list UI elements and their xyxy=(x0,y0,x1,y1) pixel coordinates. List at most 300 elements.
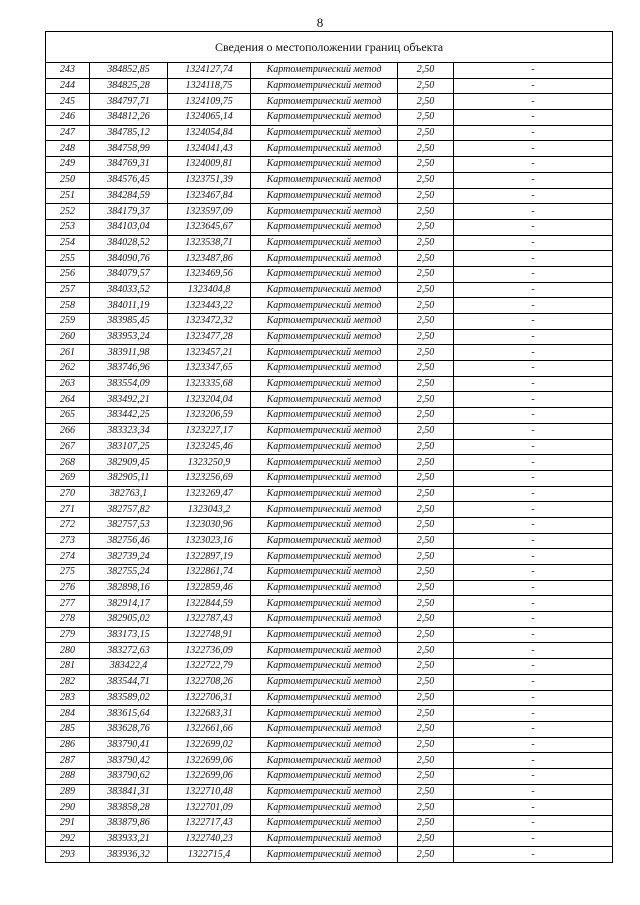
point-number-cell: 287 xyxy=(46,753,90,769)
accuracy-cell: 2,50 xyxy=(398,439,454,455)
accuracy-cell: 2,50 xyxy=(398,533,454,549)
description-cell: - xyxy=(454,533,613,549)
point-number-cell: 279 xyxy=(46,627,90,643)
description-cell: - xyxy=(454,502,613,518)
x-coordinate-cell: 382914,17 xyxy=(90,596,168,612)
accuracy-cell: 2,50 xyxy=(398,63,454,79)
x-coordinate-cell: 384825,28 xyxy=(90,78,168,94)
table-row xyxy=(46,94,613,110)
table-row xyxy=(46,549,613,565)
table-row xyxy=(46,361,613,377)
boundary-table-body xyxy=(46,32,613,863)
point-number-cell: 292 xyxy=(46,831,90,847)
method-cell: Картометрический метод xyxy=(251,408,398,424)
description-cell: - xyxy=(454,219,613,235)
x-coordinate-cell: 384758,99 xyxy=(90,141,168,157)
description-cell: - xyxy=(454,423,613,439)
y-coordinate-cell: 1323250,9 xyxy=(168,455,251,471)
y-coordinate-cell: 1322844,59 xyxy=(168,596,251,612)
y-coordinate-cell: 1323245,46 xyxy=(168,439,251,455)
point-number-cell: 245 xyxy=(46,94,90,110)
y-coordinate-cell: 1323467,84 xyxy=(168,188,251,204)
method-cell: Картометрический метод xyxy=(251,78,398,94)
x-coordinate-cell: 383107,25 xyxy=(90,439,168,455)
y-coordinate-cell: 1324118,75 xyxy=(168,78,251,94)
method-cell: Картометрический метод xyxy=(251,470,398,486)
y-coordinate-cell: 1323023,16 xyxy=(168,533,251,549)
accuracy-cell: 2,50 xyxy=(398,408,454,424)
table-row xyxy=(46,298,613,314)
table-row xyxy=(46,63,613,79)
point-number-cell: 286 xyxy=(46,737,90,753)
table-row xyxy=(46,580,613,596)
method-cell: Картометрический метод xyxy=(251,345,398,361)
accuracy-cell: 2,50 xyxy=(398,565,454,581)
description-cell: - xyxy=(454,251,613,267)
point-number-cell: 274 xyxy=(46,549,90,565)
table-title-row xyxy=(46,32,613,63)
accuracy-cell: 2,50 xyxy=(398,78,454,94)
y-coordinate-cell: 1323472,32 xyxy=(168,314,251,330)
y-coordinate-cell: 1322897,19 xyxy=(168,549,251,565)
point-number-cell: 251 xyxy=(46,188,90,204)
accuracy-cell: 2,50 xyxy=(398,314,454,330)
accuracy-cell: 2,50 xyxy=(398,110,454,126)
x-coordinate-cell: 382905,02 xyxy=(90,612,168,628)
description-cell: - xyxy=(454,721,613,737)
x-coordinate-cell: 383790,42 xyxy=(90,753,168,769)
y-coordinate-cell: 1324009,81 xyxy=(168,157,251,173)
x-coordinate-cell: 384179,37 xyxy=(90,204,168,220)
point-number-cell: 291 xyxy=(46,816,90,832)
accuracy-cell: 2,50 xyxy=(398,141,454,157)
accuracy-cell: 2,50 xyxy=(398,768,454,784)
x-coordinate-cell: 384284,59 xyxy=(90,188,168,204)
table-title: Сведения о местоположении границ объекта xyxy=(46,32,613,63)
x-coordinate-cell: 382763,1 xyxy=(90,486,168,502)
accuracy-cell: 2,50 xyxy=(398,345,454,361)
table-row xyxy=(46,753,613,769)
description-cell: - xyxy=(454,282,613,298)
point-number-cell: 270 xyxy=(46,486,90,502)
x-coordinate-cell: 384576,45 xyxy=(90,172,168,188)
point-number-cell: 249 xyxy=(46,157,90,173)
description-cell: - xyxy=(454,690,613,706)
table-row xyxy=(46,643,613,659)
method-cell: Картометрический метод xyxy=(251,659,398,675)
method-cell: Картометрический метод xyxy=(251,376,398,392)
method-cell: Картометрический метод xyxy=(251,204,398,220)
accuracy-cell: 2,50 xyxy=(398,721,454,737)
point-number-cell: 276 xyxy=(46,580,90,596)
y-coordinate-cell: 1322748,91 xyxy=(168,627,251,643)
table-row xyxy=(46,78,613,94)
description-cell: - xyxy=(454,408,613,424)
accuracy-cell: 2,50 xyxy=(398,361,454,377)
y-coordinate-cell: 1322701,09 xyxy=(168,800,251,816)
table-row xyxy=(46,392,613,408)
description-cell: - xyxy=(454,94,613,110)
table-row xyxy=(46,690,613,706)
table-row xyxy=(46,831,613,847)
point-number-cell: 257 xyxy=(46,282,90,298)
y-coordinate-cell: 1322787,43 xyxy=(168,612,251,628)
x-coordinate-cell: 382905,11 xyxy=(90,470,168,486)
x-coordinate-cell: 383272,63 xyxy=(90,643,168,659)
accuracy-cell: 2,50 xyxy=(398,643,454,659)
description-cell: - xyxy=(454,470,613,486)
x-coordinate-cell: 384797,71 xyxy=(90,94,168,110)
accuracy-cell: 2,50 xyxy=(398,251,454,267)
description-cell: - xyxy=(454,549,613,565)
table-row xyxy=(46,627,613,643)
description-cell: - xyxy=(454,78,613,94)
x-coordinate-cell: 383858,28 xyxy=(90,800,168,816)
method-cell: Картометрический метод xyxy=(251,486,398,502)
y-coordinate-cell: 1322715,4 xyxy=(168,847,251,863)
description-cell: - xyxy=(454,235,613,251)
x-coordinate-cell: 383790,62 xyxy=(90,768,168,784)
description-cell: - xyxy=(454,266,613,282)
x-coordinate-cell: 383628,76 xyxy=(90,721,168,737)
method-cell: Картометрический метод xyxy=(251,674,398,690)
accuracy-cell: 2,50 xyxy=(398,282,454,298)
x-coordinate-cell: 382909,45 xyxy=(90,455,168,471)
accuracy-cell: 2,50 xyxy=(398,737,454,753)
point-number-cell: 265 xyxy=(46,408,90,424)
point-number-cell: 293 xyxy=(46,847,90,863)
y-coordinate-cell: 1323443,22 xyxy=(168,298,251,314)
description-cell: - xyxy=(454,674,613,690)
table-row xyxy=(46,423,613,439)
accuracy-cell: 2,50 xyxy=(398,188,454,204)
point-number-cell: 261 xyxy=(46,345,90,361)
method-cell: Картометрический метод xyxy=(251,831,398,847)
x-coordinate-cell: 384011,19 xyxy=(90,298,168,314)
y-coordinate-cell: 1322722,79 xyxy=(168,659,251,675)
point-number-cell: 284 xyxy=(46,706,90,722)
description-cell: - xyxy=(454,816,613,832)
description-cell: - xyxy=(454,784,613,800)
x-coordinate-cell: 383589,02 xyxy=(90,690,168,706)
description-cell: - xyxy=(454,596,613,612)
method-cell: Картометрический метод xyxy=(251,816,398,832)
point-number-cell: 252 xyxy=(46,204,90,220)
method-cell: Картометрический метод xyxy=(251,266,398,282)
x-coordinate-cell: 383933,21 xyxy=(90,831,168,847)
table-row xyxy=(46,110,613,126)
y-coordinate-cell: 1322717,43 xyxy=(168,816,251,832)
y-coordinate-cell: 1322699,02 xyxy=(168,737,251,753)
accuracy-cell: 2,50 xyxy=(398,847,454,863)
x-coordinate-cell: 384033,52 xyxy=(90,282,168,298)
y-coordinate-cell: 1323477,28 xyxy=(168,329,251,345)
method-cell: Картометрический метод xyxy=(251,627,398,643)
method-cell: Картометрический метод xyxy=(251,110,398,126)
accuracy-cell: 2,50 xyxy=(398,659,454,675)
description-cell: - xyxy=(454,157,613,173)
y-coordinate-cell: 1323597,09 xyxy=(168,204,251,220)
point-number-cell: 248 xyxy=(46,141,90,157)
x-coordinate-cell: 383442,25 xyxy=(90,408,168,424)
point-number-cell: 264 xyxy=(46,392,90,408)
method-cell: Картометрический метод xyxy=(251,706,398,722)
y-coordinate-cell: 1324054,84 xyxy=(168,125,251,141)
method-cell: Картометрический метод xyxy=(251,219,398,235)
accuracy-cell: 2,50 xyxy=(398,706,454,722)
accuracy-cell: 2,50 xyxy=(398,690,454,706)
point-number-cell: 290 xyxy=(46,800,90,816)
accuracy-cell: 2,50 xyxy=(398,517,454,533)
accuracy-cell: 2,50 xyxy=(398,612,454,628)
y-coordinate-cell: 1323457,21 xyxy=(168,345,251,361)
method-cell: Картометрический метод xyxy=(251,172,398,188)
x-coordinate-cell: 383985,45 xyxy=(90,314,168,330)
y-coordinate-cell: 1323206,59 xyxy=(168,408,251,424)
y-coordinate-cell: 1323269,47 xyxy=(168,486,251,502)
x-coordinate-cell: 384785,12 xyxy=(90,125,168,141)
accuracy-cell: 2,50 xyxy=(398,329,454,345)
point-number-cell: 271 xyxy=(46,502,90,518)
table-row xyxy=(46,345,613,361)
table-row xyxy=(46,219,613,235)
accuracy-cell: 2,50 xyxy=(398,125,454,141)
table-row xyxy=(46,314,613,330)
accuracy-cell: 2,50 xyxy=(398,455,454,471)
table-row xyxy=(46,282,613,298)
point-number-cell: 254 xyxy=(46,235,90,251)
x-coordinate-cell: 382739,24 xyxy=(90,549,168,565)
x-coordinate-cell: 383841,31 xyxy=(90,784,168,800)
table-row xyxy=(46,502,613,518)
method-cell: Картометрический метод xyxy=(251,157,398,173)
method-cell: Картометрический метод xyxy=(251,753,398,769)
method-cell: Картометрический метод xyxy=(251,282,398,298)
method-cell: Картометрический метод xyxy=(251,455,398,471)
y-coordinate-cell: 1322859,46 xyxy=(168,580,251,596)
accuracy-cell: 2,50 xyxy=(398,627,454,643)
y-coordinate-cell: 1322740,23 xyxy=(168,831,251,847)
x-coordinate-cell: 384028,52 xyxy=(90,235,168,251)
point-number-cell: 259 xyxy=(46,314,90,330)
y-coordinate-cell: 1323538,71 xyxy=(168,235,251,251)
table-row xyxy=(46,768,613,784)
table-row xyxy=(46,157,613,173)
table-row xyxy=(46,721,613,737)
accuracy-cell: 2,50 xyxy=(398,831,454,847)
method-cell: Картометрический метод xyxy=(251,612,398,628)
description-cell: - xyxy=(454,361,613,377)
y-coordinate-cell: 1322683,31 xyxy=(168,706,251,722)
method-cell: Картометрический метод xyxy=(251,392,398,408)
table-row xyxy=(46,141,613,157)
x-coordinate-cell: 384079,57 xyxy=(90,266,168,282)
accuracy-cell: 2,50 xyxy=(398,470,454,486)
x-coordinate-cell: 383790,41 xyxy=(90,737,168,753)
accuracy-cell: 2,50 xyxy=(398,392,454,408)
accuracy-cell: 2,50 xyxy=(398,580,454,596)
description-cell: - xyxy=(454,329,613,345)
method-cell: Картометрический метод xyxy=(251,721,398,737)
description-cell: - xyxy=(454,63,613,79)
y-coordinate-cell: 1323256,69 xyxy=(168,470,251,486)
description-cell: - xyxy=(454,314,613,330)
method-cell: Картометрический метод xyxy=(251,533,398,549)
boundary-table xyxy=(45,31,613,863)
accuracy-cell: 2,50 xyxy=(398,298,454,314)
point-number-cell: 285 xyxy=(46,721,90,737)
point-number-cell: 288 xyxy=(46,768,90,784)
description-cell: - xyxy=(454,517,613,533)
x-coordinate-cell: 383544,71 xyxy=(90,674,168,690)
y-coordinate-cell: 1322861,74 xyxy=(168,565,251,581)
description-cell: - xyxy=(454,298,613,314)
point-number-cell: 275 xyxy=(46,565,90,581)
table-row xyxy=(46,612,613,628)
description-cell: - xyxy=(454,737,613,753)
method-cell: Картометрический метод xyxy=(251,596,398,612)
point-number-cell: 273 xyxy=(46,533,90,549)
description-cell: - xyxy=(454,706,613,722)
y-coordinate-cell: 1324041,43 xyxy=(168,141,251,157)
method-cell: Картометрический метод xyxy=(251,329,398,345)
table-row xyxy=(46,674,613,690)
point-number-cell: 244 xyxy=(46,78,90,94)
method-cell: Картометрический метод xyxy=(251,847,398,863)
table-row xyxy=(46,439,613,455)
x-coordinate-cell: 382757,53 xyxy=(90,517,168,533)
accuracy-cell: 2,50 xyxy=(398,423,454,439)
point-number-cell: 272 xyxy=(46,517,90,533)
table-row xyxy=(46,706,613,722)
point-number-cell: 263 xyxy=(46,376,90,392)
accuracy-cell: 2,50 xyxy=(398,94,454,110)
x-coordinate-cell: 384852,85 xyxy=(90,63,168,79)
table-row xyxy=(46,251,613,267)
x-coordinate-cell: 384103,04 xyxy=(90,219,168,235)
accuracy-cell: 2,50 xyxy=(398,219,454,235)
point-number-cell: 250 xyxy=(46,172,90,188)
description-cell: - xyxy=(454,204,613,220)
method-cell: Картометрический метод xyxy=(251,690,398,706)
description-cell: - xyxy=(454,800,613,816)
method-cell: Картометрический метод xyxy=(251,63,398,79)
accuracy-cell: 2,50 xyxy=(398,753,454,769)
table-row xyxy=(46,204,613,220)
accuracy-cell: 2,50 xyxy=(398,549,454,565)
method-cell: Картометрический метод xyxy=(251,125,398,141)
description-cell: - xyxy=(454,188,613,204)
description-cell: - xyxy=(454,392,613,408)
point-number-cell: 247 xyxy=(46,125,90,141)
point-number-cell: 255 xyxy=(46,251,90,267)
method-cell: Картометрический метод xyxy=(251,141,398,157)
y-coordinate-cell: 1323204,04 xyxy=(168,392,251,408)
point-number-cell: 258 xyxy=(46,298,90,314)
point-number-cell: 266 xyxy=(46,423,90,439)
table-row xyxy=(46,533,613,549)
y-coordinate-cell: 1323347,65 xyxy=(168,361,251,377)
table-row xyxy=(46,172,613,188)
point-number-cell: 278 xyxy=(46,612,90,628)
y-coordinate-cell: 1323043,2 xyxy=(168,502,251,518)
point-number-cell: 243 xyxy=(46,63,90,79)
point-number-cell: 282 xyxy=(46,674,90,690)
point-number-cell: 253 xyxy=(46,219,90,235)
method-cell: Картометрический метод xyxy=(251,565,398,581)
table-row xyxy=(46,470,613,486)
table-row xyxy=(46,266,613,282)
method-cell: Картометрический метод xyxy=(251,549,398,565)
method-cell: Картометрический метод xyxy=(251,580,398,596)
table-row xyxy=(46,455,613,471)
table-row xyxy=(46,486,613,502)
point-number-cell: 289 xyxy=(46,784,90,800)
method-cell: Картометрический метод xyxy=(251,502,398,518)
table-row xyxy=(46,408,613,424)
accuracy-cell: 2,50 xyxy=(398,204,454,220)
method-cell: Картометрический метод xyxy=(251,188,398,204)
table-row xyxy=(46,125,613,141)
method-cell: Картометрический метод xyxy=(251,235,398,251)
x-coordinate-cell: 383879,86 xyxy=(90,816,168,832)
boundary-table-container xyxy=(45,31,612,863)
table-row xyxy=(46,659,613,675)
method-cell: Картометрический метод xyxy=(251,298,398,314)
y-coordinate-cell: 1323487,86 xyxy=(168,251,251,267)
y-coordinate-cell: 1322736,09 xyxy=(168,643,251,659)
point-number-cell: 267 xyxy=(46,439,90,455)
point-number-cell: 277 xyxy=(46,596,90,612)
y-coordinate-cell: 1323751,39 xyxy=(168,172,251,188)
table-row xyxy=(46,517,613,533)
y-coordinate-cell: 1324065,14 xyxy=(168,110,251,126)
description-cell: - xyxy=(454,345,613,361)
y-coordinate-cell: 1323404,8 xyxy=(168,282,251,298)
description-cell: - xyxy=(454,659,613,675)
description-cell: - xyxy=(454,125,613,141)
point-number-cell: 268 xyxy=(46,455,90,471)
x-coordinate-cell: 384812,26 xyxy=(90,110,168,126)
table-row xyxy=(46,737,613,753)
method-cell: Картометрический метод xyxy=(251,737,398,753)
table-row xyxy=(46,800,613,816)
method-cell: Картометрический метод xyxy=(251,643,398,659)
description-cell: - xyxy=(454,753,613,769)
point-number-cell: 280 xyxy=(46,643,90,659)
description-cell: - xyxy=(454,486,613,502)
description-cell: - xyxy=(454,643,613,659)
y-coordinate-cell: 1323335,68 xyxy=(168,376,251,392)
x-coordinate-cell: 383936,32 xyxy=(90,847,168,863)
description-cell: - xyxy=(454,172,613,188)
description-cell: - xyxy=(454,627,613,643)
y-coordinate-cell: 1322706,31 xyxy=(168,690,251,706)
accuracy-cell: 2,50 xyxy=(398,172,454,188)
y-coordinate-cell: 1322710,48 xyxy=(168,784,251,800)
x-coordinate-cell: 384090,76 xyxy=(90,251,168,267)
y-coordinate-cell: 1322661,66 xyxy=(168,721,251,737)
y-coordinate-cell: 1324109,75 xyxy=(168,94,251,110)
description-cell: - xyxy=(454,455,613,471)
x-coordinate-cell: 382898,16 xyxy=(90,580,168,596)
description-cell: - xyxy=(454,612,613,628)
table-row xyxy=(46,235,613,251)
accuracy-cell: 2,50 xyxy=(398,157,454,173)
table-row xyxy=(46,188,613,204)
accuracy-cell: 2,50 xyxy=(398,800,454,816)
table-row xyxy=(46,847,613,863)
